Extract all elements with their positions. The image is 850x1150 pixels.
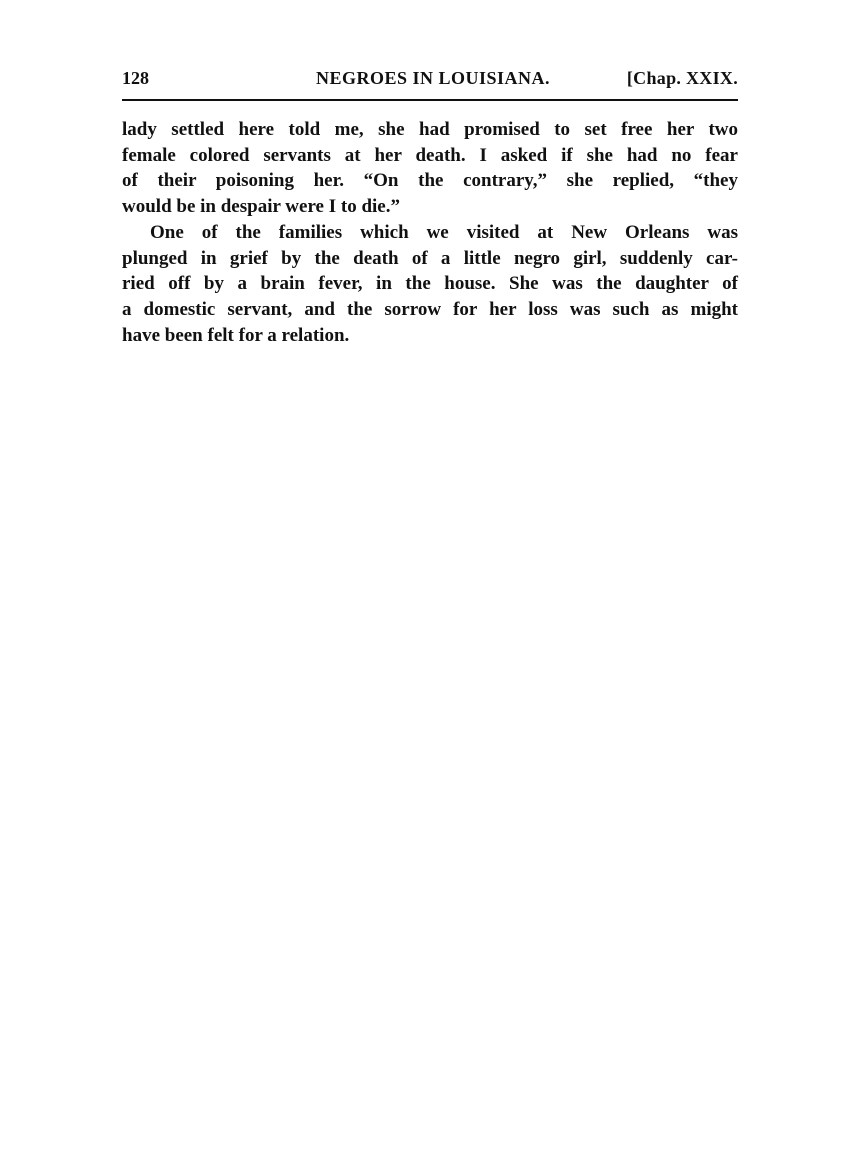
text-line: of their poisoning her. “On the contrary,” she replied, “they: [122, 170, 738, 192]
text-line: female colored servants at her death. I asked if she had no fear: [122, 144, 738, 166]
text-line: One of the families which we visited at New Orleans was: [150, 221, 738, 243]
text-line: ried off by a brain fever, in the house. She was the daughter of: [122, 273, 738, 295]
header-rule: [122, 99, 738, 101]
page-number: 128: [122, 68, 149, 88]
body-text: [122, 117, 738, 348]
text-line: plunged in grief by the death of a little negro girl, suddenly car-: [122, 247, 738, 269]
running-head: [122, 66, 738, 90]
chapter-reference: [Chap. XXIX.: [626, 68, 738, 88]
text-line: a domestic servant, and the sorrow for her loss was such as might: [122, 298, 738, 320]
text-line: have been felt for a relation.: [122, 324, 350, 346]
paragraph-2: [122, 220, 738, 349]
paragraph-1: [122, 117, 738, 220]
text-line: lady settled here told me, she had promised to set free her two: [122, 119, 738, 140]
text-line: would be in despair were I to die.”: [122, 196, 400, 218]
running-title: NEGROES IN LOUISIANA.: [316, 68, 551, 88]
